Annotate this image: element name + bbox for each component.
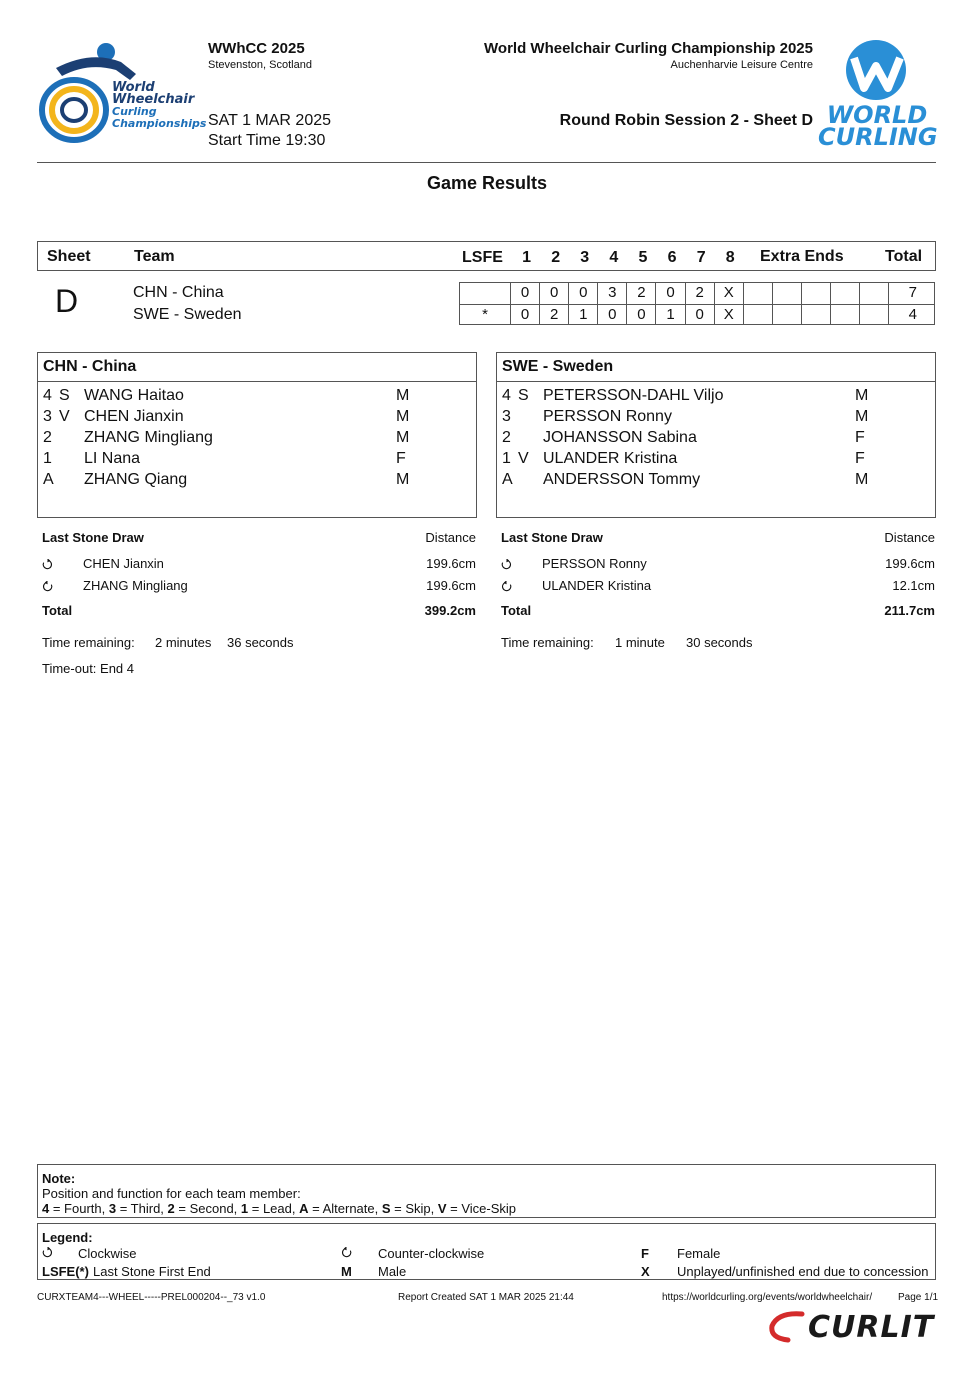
lsfe-cell — [460, 283, 511, 304]
score-row — [460, 304, 934, 324]
total-score: 7 — [908, 284, 917, 301]
player-gender: M — [855, 387, 869, 404]
note-value: = Third, — [116, 1201, 168, 1216]
time-remaining-seconds: 30 seconds — [686, 635, 753, 650]
player-role: V — [518, 450, 529, 467]
logo-text-wheelchair: Wheelchair — [112, 92, 195, 107]
player-gender: F — [855, 450, 865, 467]
lsd-total-distance: 399.2cm — [424, 603, 476, 618]
player-row — [497, 429, 935, 449]
player-name: LI Nana — [84, 450, 141, 467]
logo-text-world: World — [112, 80, 155, 95]
legend-x-value: Unplayed/unfinished end due to concession — [677, 1264, 929, 1279]
counter-clockwise-icon — [501, 579, 512, 597]
lsd-player-name: PERSSON Ronny — [542, 556, 647, 571]
legend-m-key: M — [341, 1264, 352, 1279]
end-7-score: 0 — [686, 305, 715, 324]
counter-clockwise-icon — [42, 579, 53, 597]
player-row — [497, 471, 935, 491]
player-position: A — [43, 471, 54, 488]
header-total: Total — [885, 248, 923, 265]
scoreboard-header — [37, 241, 936, 271]
player-row — [497, 387, 935, 407]
player-position: 3 — [43, 408, 52, 425]
timeout-info: Time-out: End 4 — [42, 661, 135, 676]
header-lsfe: LSFE — [462, 249, 503, 266]
team-name-row-2: SWE - Sweden — [133, 306, 242, 323]
end-6-score: 0 — [657, 283, 686, 304]
note-line-2 — [42, 1201, 516, 1216]
lsd-player-name: ZHANG Mingliang — [83, 578, 188, 593]
note-value: = Skip, — [390, 1201, 438, 1216]
player-position: 2 — [43, 429, 52, 446]
end-1-score: 0 — [511, 305, 540, 324]
note-key: S — [381, 1201, 391, 1216]
start-time: Start Time 19:30 — [208, 132, 326, 149]
logo-text-championships: Championships — [112, 117, 207, 130]
player-row — [38, 429, 476, 449]
header-sheet: Sheet — [47, 248, 91, 265]
end-2-score: 2 — [540, 305, 569, 324]
legend-m-value: Male — [378, 1264, 407, 1279]
curlit-wordmark: CURLIT — [808, 1310, 935, 1345]
lsd-distance: 199.6cm — [426, 556, 476, 571]
game-date: SAT 1 MAR 2025 — [208, 112, 332, 129]
note-value: = Fourth, — [49, 1201, 109, 1216]
lsd-player-name: ULANDER Kristina — [542, 578, 652, 593]
extra-end-cell — [831, 305, 860, 324]
lsd-distance-header: Distance — [884, 530, 935, 545]
player-gender: F — [855, 429, 865, 446]
player-gender: M — [396, 387, 410, 404]
legend-f-value: Female — [677, 1246, 721, 1261]
team-name-row-1: CHN - China — [133, 284, 224, 301]
sheet-letter: D — [55, 283, 79, 319]
player-role: S — [518, 387, 529, 404]
world-curling-emblem-icon — [818, 38, 936, 108]
extra-end-cell — [802, 305, 831, 324]
player-gender: M — [855, 408, 869, 425]
player-position: 3 — [502, 408, 511, 425]
note-title: Note: — [42, 1171, 76, 1186]
extra-end-cell — [860, 283, 889, 304]
logo-text-curling: Curling — [112, 105, 157, 118]
extra-end-cell — [802, 283, 831, 304]
end-5-score: 0 — [627, 305, 656, 324]
extra-end-cell — [773, 305, 802, 324]
player-gender: M — [855, 471, 869, 488]
legend-f-key: F — [641, 1246, 649, 1261]
note-key: 1 — [240, 1201, 249, 1216]
lsd-distance-header: Distance — [425, 530, 476, 545]
curlit-swoosh-icon — [768, 1310, 808, 1344]
score-grid — [459, 282, 935, 325]
lsd-distance: 199.6cm — [426, 578, 476, 593]
team-panel-swe — [496, 352, 936, 518]
extra-end-cell — [744, 305, 773, 324]
event-location: Stevenston, Scotland — [208, 59, 312, 71]
time-remaining-label: Time remaining: — [42, 635, 135, 650]
curlit-logo — [768, 1308, 938, 1348]
legend-x-key: X — [641, 1264, 650, 1279]
lsd-total-distance: 211.7cm — [884, 603, 935, 618]
lsd-title: Last Stone Draw — [501, 530, 603, 545]
lsd-distance: 12.1cm — [892, 578, 935, 593]
header-end-2: 2 — [551, 249, 561, 266]
player-position: 1 — [43, 450, 52, 467]
player-row — [38, 450, 476, 470]
legend-box — [37, 1223, 936, 1280]
end-6-score: 1 — [657, 305, 686, 324]
total-score: 4 — [908, 306, 917, 323]
player-name: PETERSSON-DAHL Viljo — [543, 387, 724, 404]
player-name: ZHANG Mingliang — [84, 429, 213, 446]
time-remaining-minutes: 2 minutes — [155, 635, 212, 650]
lsd-distance: 199.6cm — [885, 556, 935, 571]
time-remaining-label: Time remaining: — [501, 635, 594, 650]
extra-end-cell — [831, 283, 860, 304]
lsd-total-label: Total — [42, 603, 73, 618]
player-gender: M — [396, 408, 410, 425]
end-1-score: 0 — [511, 283, 540, 304]
header-extra-ends: Extra Ends — [760, 248, 844, 265]
note-key: V — [437, 1201, 447, 1216]
lsd-player-name: CHEN Jianxin — [83, 556, 164, 571]
end-2-score: 0 — [540, 283, 569, 304]
note-value: = Vice-Skip — [446, 1201, 517, 1216]
end-7-score: 2 — [686, 283, 715, 304]
player-row — [497, 408, 935, 428]
extra-end-cell — [860, 305, 889, 324]
wc-logo-world: WORLD — [826, 101, 928, 129]
player-name: PERSSON Ronny — [543, 408, 672, 425]
event-short-name: WWhCC 2025 — [208, 40, 305, 57]
header-end-8: 8 — [725, 249, 735, 266]
event-full-name: World Wheelchair Curling Championship 2025 — [484, 40, 813, 57]
player-role: V — [59, 408, 70, 425]
player-position: 2 — [502, 429, 511, 446]
clockwise-icon — [42, 557, 53, 575]
player-name: ZHANG Qiang — [84, 471, 188, 488]
header-divider — [37, 162, 936, 163]
player-position: 4 — [502, 387, 511, 404]
player-row — [38, 387, 476, 407]
report-created: Report Created SAT 1 MAR 2025 21:44 — [398, 1292, 574, 1303]
note-key: 3 — [108, 1201, 117, 1216]
lsfe-cell: * — [460, 305, 511, 324]
team-panel-chn — [37, 352, 477, 518]
clockwise-icon — [42, 1247, 53, 1258]
team-panel-title: SWE - Sweden — [502, 358, 614, 375]
player-name: WANG Haitao — [84, 387, 184, 404]
note-box — [37, 1164, 936, 1218]
end-4-score: 0 — [598, 305, 627, 324]
legend-lsfe-key: LSFE(*) — [42, 1264, 89, 1279]
player-role: S — [59, 387, 70, 404]
wwhcc-logo — [36, 40, 207, 150]
end-5-score: 2 — [627, 283, 656, 304]
player-name: CHEN Jianxin — [84, 408, 184, 425]
last-stone-draw-chn — [42, 530, 476, 680]
team-panel-divider — [38, 381, 476, 382]
player-gender: F — [396, 450, 406, 467]
team-panel-divider — [497, 381, 935, 382]
page-number: Page 1/1 — [898, 1292, 939, 1303]
player-row — [38, 471, 476, 491]
team-panel-title: CHN - China — [43, 358, 137, 375]
note-key: A — [299, 1201, 309, 1216]
clockwise-icon — [501, 557, 512, 575]
player-position: A — [502, 471, 513, 488]
end-3-score: 0 — [569, 283, 598, 304]
end-8-score: X — [715, 305, 744, 324]
note-line-1: Position and function for each team member: — [42, 1186, 301, 1201]
score-row — [460, 283, 934, 304]
note-value: = Alternate, — [308, 1201, 382, 1216]
lsd-title: Last Stone Draw — [42, 530, 144, 545]
end-3-score: 1 — [569, 305, 598, 324]
extra-end-cell — [773, 283, 802, 304]
page-title: Game Results — [426, 173, 548, 193]
last-stone-draw-swe — [501, 530, 935, 680]
report-code: CURXTEAM4---WHEEL-----PREL000204--_73 v1.0 — [37, 1292, 266, 1303]
extra-end-cell — [744, 283, 773, 304]
legend-counter-clockwise: Counter-clockwise — [378, 1246, 485, 1261]
header-end-5: 5 — [638, 249, 648, 266]
time-remaining-seconds: 36 seconds — [227, 635, 294, 650]
player-name: ULANDER Kristina — [543, 450, 678, 467]
time-remaining-minutes: 1 minute — [615, 635, 665, 650]
player-position: 1 — [502, 450, 511, 467]
header-end-1: 1 — [522, 249, 531, 266]
wc-logo-curling: CURLING — [818, 123, 938, 151]
player-position: 4 — [43, 387, 52, 404]
header-end-7: 7 — [696, 249, 706, 266]
legend-clockwise: Clockwise — [78, 1246, 137, 1261]
player-row — [38, 408, 476, 428]
end-4-score: 3 — [598, 283, 627, 304]
end-8-score: X — [715, 283, 744, 304]
header-team: Team — [134, 248, 175, 265]
player-gender: M — [396, 429, 410, 446]
event-venue: Auchenharvie Leisure Centre — [670, 59, 813, 71]
session-title: Round Robin Session 2 - Sheet D — [559, 112, 813, 129]
player-gender: M — [396, 471, 410, 488]
note-value: = Second, — [174, 1201, 241, 1216]
header-end-6: 6 — [667, 249, 677, 266]
player-name: ANDERSSON Tommy — [543, 471, 701, 488]
counter-clockwise-icon — [341, 1247, 352, 1258]
world-curling-logo — [818, 38, 936, 152]
legend-title: Legend: — [42, 1230, 93, 1245]
note-key: 4 — [42, 1201, 50, 1216]
header-end-3: 3 — [580, 249, 590, 266]
event-url[interactable]: https://worldcurling.org/events/worldwheelchair/ — [662, 1292, 873, 1303]
player-name: JOHANSSON Sabina — [543, 429, 697, 446]
header-end-4: 4 — [609, 249, 619, 266]
note-value: = Lead, — [248, 1201, 300, 1216]
legend-lsfe-value: Last Stone First End — [93, 1264, 211, 1279]
player-row — [497, 450, 935, 470]
lsd-total-label: Total — [501, 603, 532, 618]
note-key: 2 — [167, 1201, 175, 1216]
